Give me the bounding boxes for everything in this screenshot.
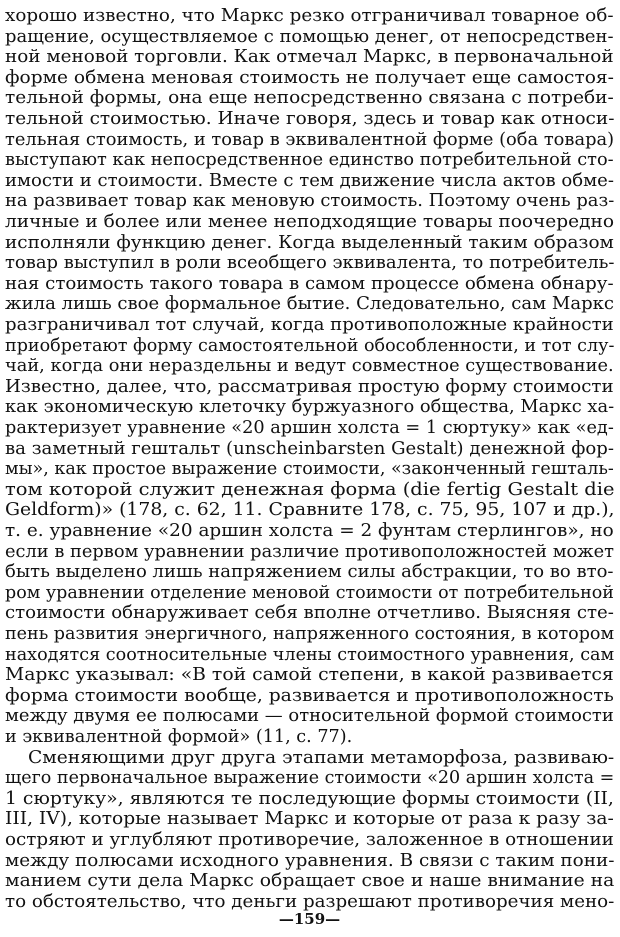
text-line: форма стоимости вообще, развивается и противоположность [5, 685, 614, 706]
text-line: чай, когда они нераздельны и ведут совместное существование. [5, 356, 614, 377]
text-line: остряют и углубляют противоречие, заложенное в отношении [5, 830, 614, 850]
text-line: приобретают форму самостоятельной обособленности, и тот слу- [5, 335, 615, 356]
page-number: —159— [278, 910, 341, 928]
text-line: мы», как простое выражение стоимости, «законченный гешталь- [5, 459, 614, 480]
text-line: между полюсами исходного уравнения. В связи с таким пони- [5, 850, 615, 871]
text-line: выступают как непосредственное единство потребительной сто- [5, 150, 614, 171]
text-line: личные и более или менее неподходящие товары поочередно [5, 212, 615, 232]
text-line: Маркс указывал: «В той самой степени, в какой развивается [5, 665, 614, 686]
text-line: рактеризует уравнение «20 аршин холста = 1 сюртуку» как «ед- [5, 418, 614, 438]
text-line: быть выделено лишь напряжением силы абстракции, то во вто- [5, 562, 614, 583]
text-line: щего первоначальное выражение стоимости «20 аршин холста = [5, 768, 615, 789]
text-line: тельной формы, она еще непосредственно связана с потреби- [5, 88, 614, 109]
text-line: ной меновой торговли. Как отмечал Маркс, в первоначальной [5, 47, 614, 68]
text-line: жила лишь свое формальное бытие. Следовательно, сам Маркс [5, 294, 615, 315]
text-line: тельная стоимость, и товар в эквивалентной форме (оба товара) [5, 129, 615, 150]
text-line: том которой служит денежная форма (die fertig Gestalt die [5, 479, 615, 500]
text-line: форме обмена меновая стоимость не получает еще самостоя- [5, 67, 614, 88]
text-line: разграничивал тот случай, когда противоположные крайности [5, 315, 614, 335]
text-line: ва заметный гештальт (unscheinbarsten Gestalt) денежной фор- [5, 438, 614, 459]
text-line: то обстоятельство, что деньги разрешают противоречия мено- [5, 891, 615, 912]
text-line: III, IV), которые называет Маркс и которые от раза к разу за- [5, 809, 614, 830]
text-line: на развивает товар как меновую стоимость. Поэтому очень раз- [5, 191, 615, 212]
text-line: имости и стоимости. Вместе с тем движение числа актов обме- [5, 170, 614, 191]
text-line: хорошо известно, что Маркс резко отграничивал товарное об- [5, 6, 614, 26]
book-page [5, 4, 614, 934]
text-line: исполняли функцию денег. Когда выделенный таким образом [5, 232, 614, 253]
text-line: пень развития энергичного, напряженного состояния, в котором [5, 624, 615, 644]
text-line: как экономическую клеточку буржуазного общества, Маркс ха- [5, 397, 615, 418]
text-line: ром уравнении отделение меновой стоимости от потребительной [5, 582, 614, 603]
text-line: Geldform)» (178, с. 62, 11. Сравните 178, с. 75, 95, 107 и др.), [5, 500, 615, 521]
text-line: манием сути дела Маркс обращает свое и наше внимание на [5, 871, 615, 892]
text-line: 1 сюртуку», являются те последующие формы стоимости (II, [5, 788, 614, 809]
text-line: если в первом уравнении различие противоположностей может [5, 541, 615, 562]
text-line: Известно, далее, что, рассматривая простую форму стоимости [5, 376, 614, 397]
text-line: тельной стоимостью. Иначе говоря, здесь и товар как относи- [5, 109, 615, 129]
text-line: стоимости обнаруживает себя вполне отчетливо. Выясняя сте- [5, 603, 614, 624]
text-line: и эквивалентной формой» (11, с. 77). [5, 727, 353, 747]
text-line: ная стоимость такого товара в самом процессе обмена обнару- [5, 273, 614, 294]
text-line: ращение, осуществляемое с помощью денег, от непосредствен- [5, 26, 614, 47]
text-line: находятся соотносительные члены стоимостного уравнения, сам [5, 644, 615, 665]
text-line: между двумя ее полюсами — относительной формой стоимости [5, 706, 614, 727]
text-line: Сменяющими друг друга этапами метаморфоза, развиваю- [28, 747, 615, 768]
text-line: т. е. уравнение «20 аршин холста = 2 фунтам стерлингов», но [5, 521, 614, 541]
text-line: товар выступил в роли всеобщего эквивалента, то потребитель- [5, 253, 615, 274]
